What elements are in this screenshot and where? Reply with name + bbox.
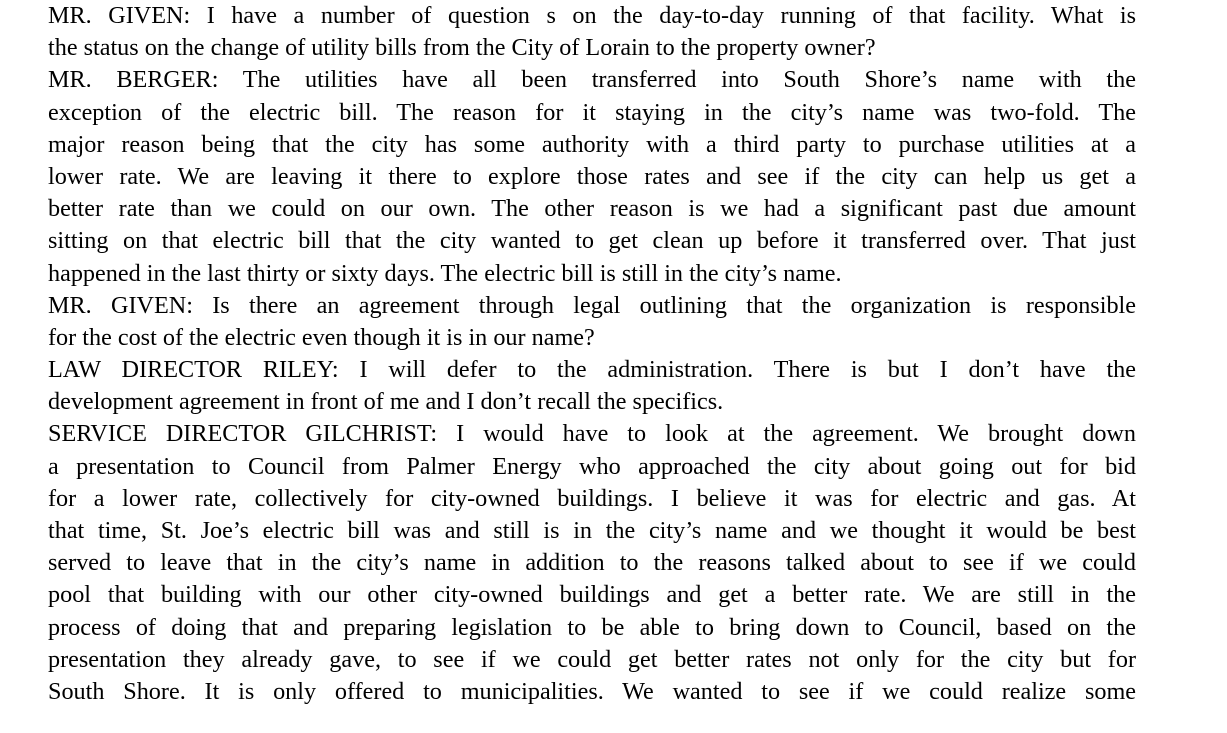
transcript-line: pool that building with our other city-owned buildings and get a better rate. We are still in the xyxy=(48,581,1136,609)
transcript-line: LAW DIRECTOR RILEY: I will defer to the administration. There is but I don’t have the xyxy=(48,356,1136,384)
transcript-line: happened in the last thirty or sixty days. The electric bill is still in the city’s name. xyxy=(48,259,842,287)
transcript-line: that time, St. Joe’s electric bill was and still is in the city’s name and we thought it would be best xyxy=(48,517,1136,544)
transcript-line: sitting on that electric bill that the city wanted to get clean up before it transferred over. That just xyxy=(48,227,1136,255)
transcript-line: South Shore. It is only offered to municipalities. We wanted to see if we could realize some xyxy=(48,677,1136,705)
transcript-line: served to leave that in the city’s name in addition to the reasons talked about to see if we could xyxy=(48,549,1136,577)
transcript-line: MR. GIVEN: I have a number of question s on the day-to-day running of that facility. What is xyxy=(48,2,1136,29)
transcript-line: major reason being that the city has some authority with a third party to purchase utilities at a xyxy=(48,130,1136,158)
transcript-line: presentation they already gave, to see if we could get better rates not only for the city but for xyxy=(48,645,1136,673)
transcript-line: for a lower rate, collectively for city-owned buildings. I believe it was for electric and gas. At xyxy=(48,484,1136,512)
transcript-line: process of doing that and preparing legislation to be able to bring down to Council, based on the xyxy=(48,613,1136,641)
transcript-line: a presentation to Council from Palmer Energy who approached the city about going out for bid xyxy=(48,452,1136,480)
transcript-line: for the cost of the electric even though it is in our name? xyxy=(48,323,595,351)
transcript-line: development agreement in front of me and I don’t recall the specifics. xyxy=(48,388,724,416)
transcript-line: exception of the electric bill. The reason for it staying in the city’s name was two-fold. The xyxy=(48,98,1136,126)
transcript-line: SERVICE DIRECTOR GILCHRIST: I would have to look at the agreement. We brought down xyxy=(48,420,1136,448)
transcript-line: MR. BERGER: The utilities have all been transferred into South Shore’s name with the xyxy=(48,66,1136,94)
transcript-line: better rate than we could on our own. The other reason is we had a significant past due amount xyxy=(48,195,1136,223)
transcript-line: MR. GIVEN: Is there an agreement through legal outlining that the organization is responsible xyxy=(48,291,1136,319)
transcript-page xyxy=(48,0,1136,708)
transcript-line: the status on the change of utility bills from the City of Lorain to the property owner? xyxy=(48,34,876,62)
transcript-line: lower rate. We are leaving it there to explore those rates and see if the city can help us get a xyxy=(48,162,1136,190)
